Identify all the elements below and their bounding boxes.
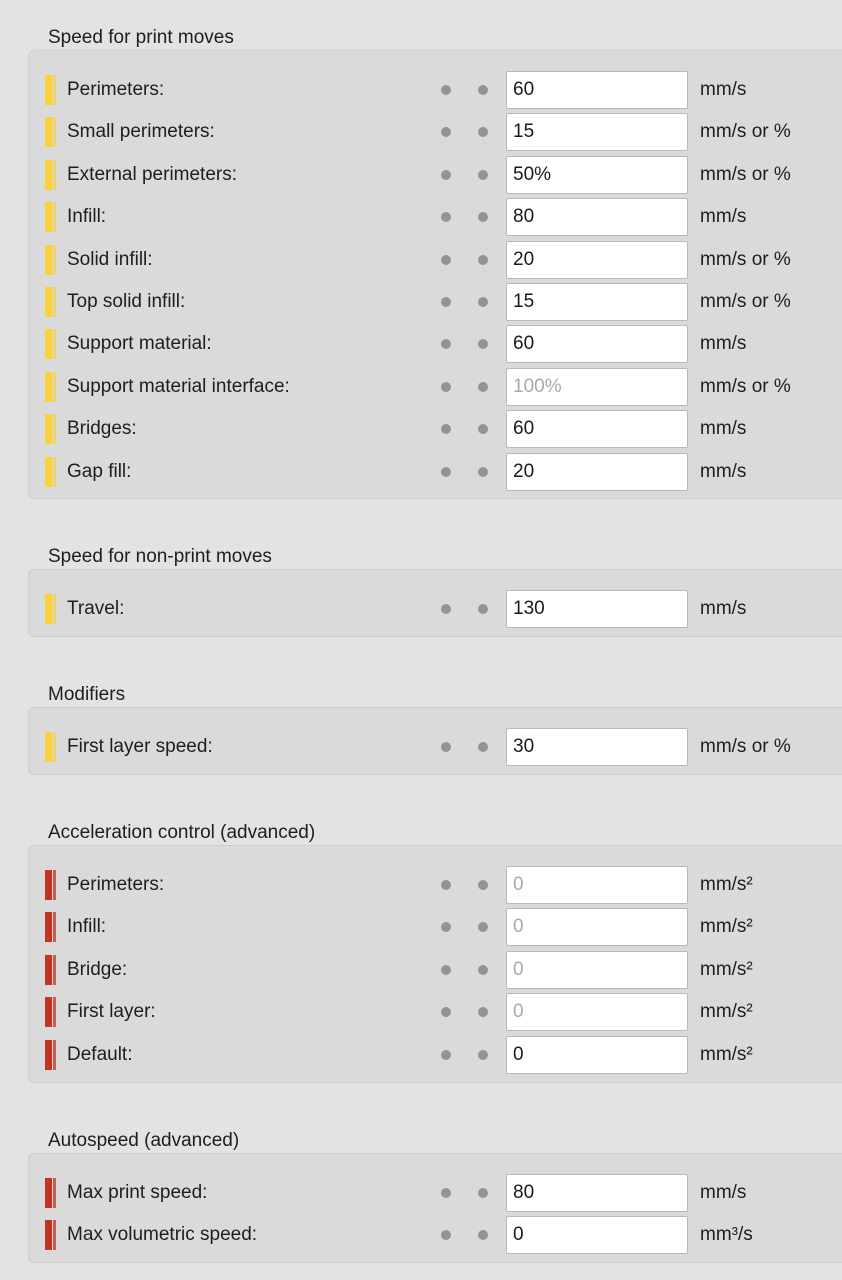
undo-status-icon[interactable] xyxy=(478,1188,488,1198)
option-label: Infill: xyxy=(67,916,107,938)
simple-mode-marker-icon xyxy=(45,287,57,317)
unit-label: mm/s² xyxy=(700,1001,753,1023)
option-row xyxy=(0,198,842,236)
value-input[interactable] xyxy=(506,283,688,321)
input-value: 0 xyxy=(513,1001,524,1023)
input-value: 60 xyxy=(513,333,535,355)
option-label: Support material interface: xyxy=(67,375,290,397)
lock-status-icon[interactable] xyxy=(441,127,451,137)
option-label: Infill: xyxy=(67,206,107,228)
unit-label: mm/s or % xyxy=(700,291,791,312)
simple-mode-marker-icon xyxy=(45,594,57,624)
undo-status-icon[interactable] xyxy=(478,880,488,890)
lock-status-icon[interactable] xyxy=(441,880,451,890)
undo-status-icon[interactable] xyxy=(478,1007,488,1017)
unit-label: mm/s or % xyxy=(700,375,791,397)
input-value: 0 xyxy=(513,916,524,938)
option-label: Perimeters: xyxy=(67,874,165,895)
unit-label: mm/s xyxy=(700,1182,747,1203)
value-input xyxy=(506,993,688,1031)
lock-status-icon[interactable] xyxy=(441,922,451,932)
value-input[interactable] xyxy=(506,198,688,236)
unit-label: mm/s xyxy=(700,206,747,228)
input-value: 60 xyxy=(513,79,535,100)
undo-status-icon[interactable] xyxy=(478,297,488,307)
undo-status-icon[interactable] xyxy=(478,965,488,975)
lock-status-icon[interactable] xyxy=(441,1188,451,1198)
unit-label: mm/s xyxy=(700,418,747,440)
option-row xyxy=(0,866,842,904)
option-label: Perimeters: xyxy=(67,79,165,100)
unit-label: mm/s xyxy=(700,333,747,355)
lock-status-icon[interactable] xyxy=(441,1050,451,1060)
simple-mode-marker-icon xyxy=(45,75,57,105)
option-label: Travel: xyxy=(67,598,125,619)
value-input[interactable] xyxy=(506,113,688,151)
undo-status-icon[interactable] xyxy=(478,339,488,349)
undo-status-icon[interactable] xyxy=(478,170,488,180)
expert-mode-marker-icon xyxy=(45,870,57,900)
simple-mode-marker-icon xyxy=(45,732,57,762)
option-label: Solid infill: xyxy=(67,248,153,270)
value-input[interactable] xyxy=(506,453,688,491)
simple-mode-marker-icon xyxy=(45,117,57,147)
undo-status-icon[interactable] xyxy=(478,85,488,95)
input-value: 60 xyxy=(513,418,535,440)
input-value: 80 xyxy=(513,206,535,228)
simple-mode-marker-icon xyxy=(45,202,57,232)
expert-mode-marker-icon xyxy=(45,1220,57,1250)
section-title: Speed for non-print moves xyxy=(48,546,272,567)
option-row xyxy=(0,908,842,946)
option-row xyxy=(0,993,842,1031)
option-label: Max volumetric speed: xyxy=(67,1224,258,1246)
value-input[interactable] xyxy=(506,71,688,109)
value-input[interactable] xyxy=(506,1036,688,1074)
section-title: Speed for print moves xyxy=(48,27,234,48)
option-label: Gap fill: xyxy=(67,460,132,482)
undo-status-icon[interactable] xyxy=(478,922,488,932)
lock-status-icon[interactable] xyxy=(441,1007,451,1017)
input-value: 20 xyxy=(513,460,535,482)
undo-status-icon[interactable] xyxy=(478,382,488,392)
input-value: 15 xyxy=(513,121,535,143)
input-value: 0 xyxy=(513,1043,524,1065)
input-value: 20 xyxy=(513,248,535,270)
option-row xyxy=(0,156,842,194)
option-label: Bridge: xyxy=(67,958,128,980)
unit-label: mm/s or % xyxy=(700,736,791,757)
option-label: Max print speed: xyxy=(67,1182,208,1203)
unit-label: mm/s or % xyxy=(700,121,791,143)
value-input[interactable] xyxy=(506,325,688,363)
input-value: 0 xyxy=(513,874,524,895)
unit-label: mm/s xyxy=(700,460,747,482)
unit-label: mm³/s xyxy=(700,1224,753,1246)
option-row xyxy=(0,728,842,766)
input-value: 100% xyxy=(513,375,562,397)
option-row xyxy=(0,590,842,628)
unit-label: mm/s xyxy=(700,598,747,619)
value-input[interactable] xyxy=(506,1216,688,1254)
section-title: Autospeed (advanced) xyxy=(48,1130,240,1151)
option-row xyxy=(0,1174,842,1212)
expert-mode-marker-icon xyxy=(45,997,57,1027)
option-row xyxy=(0,368,842,406)
lock-status-icon[interactable] xyxy=(441,170,451,180)
expert-mode-marker-icon xyxy=(45,1178,57,1208)
option-label: Default: xyxy=(67,1043,133,1065)
input-value: 30 xyxy=(513,736,535,757)
value-input[interactable] xyxy=(506,728,688,766)
lock-status-icon[interactable] xyxy=(441,467,451,477)
lock-status-icon[interactable] xyxy=(441,604,451,614)
option-row xyxy=(0,71,842,109)
value-input xyxy=(506,866,688,904)
input-value: 130 xyxy=(513,598,545,619)
lock-status-icon[interactable] xyxy=(441,85,451,95)
expert-mode-marker-icon xyxy=(45,1040,57,1070)
option-label: First layer speed: xyxy=(67,736,213,757)
lock-status-icon[interactable] xyxy=(441,1230,451,1240)
undo-status-icon[interactable] xyxy=(478,424,488,434)
input-value: 0 xyxy=(513,958,524,980)
unit-label: mm/s or % xyxy=(700,163,791,185)
option-row xyxy=(0,410,842,448)
option-label: Bridges: xyxy=(67,418,137,440)
lock-status-icon[interactable] xyxy=(441,255,451,265)
option-row xyxy=(0,951,842,989)
undo-status-icon[interactable] xyxy=(478,1230,488,1240)
unit-label: mm/s xyxy=(700,79,747,100)
section-title: Modifiers xyxy=(48,684,126,705)
undo-status-icon[interactable] xyxy=(478,255,488,265)
option-row xyxy=(0,283,842,321)
lock-status-icon[interactable] xyxy=(441,212,451,222)
undo-status-icon[interactable] xyxy=(478,604,488,614)
option-row xyxy=(0,1216,842,1254)
value-input[interactable] xyxy=(506,590,688,628)
option-label: External perimeters: xyxy=(67,163,238,185)
unit-label: mm/s² xyxy=(700,916,753,938)
expert-mode-marker-icon xyxy=(45,912,57,942)
simple-mode-marker-icon xyxy=(45,372,57,402)
value-input xyxy=(506,908,688,946)
expert-mode-marker-icon xyxy=(45,955,57,985)
unit-label: mm/s² xyxy=(700,958,753,980)
option-row xyxy=(0,113,842,151)
input-value: 80 xyxy=(513,1182,535,1203)
value-input[interactable] xyxy=(506,241,688,279)
option-label: Support material: xyxy=(67,333,212,355)
input-value: 15 xyxy=(513,291,535,312)
unit-label: mm/s² xyxy=(700,874,753,895)
section-title: Acceleration control (advanced) xyxy=(48,822,316,843)
option-row xyxy=(0,241,842,279)
undo-status-icon[interactable] xyxy=(478,127,488,137)
input-value: 50% xyxy=(513,163,552,185)
value-input[interactable] xyxy=(506,1174,688,1212)
option-label: Small perimeters: xyxy=(67,121,215,143)
lock-status-icon[interactable] xyxy=(441,742,451,752)
simple-mode-marker-icon xyxy=(45,245,57,275)
lock-status-icon[interactable] xyxy=(441,339,451,349)
value-input[interactable] xyxy=(506,156,688,194)
undo-status-icon[interactable] xyxy=(478,467,488,477)
value-input xyxy=(506,951,688,989)
lock-status-icon[interactable] xyxy=(441,424,451,434)
simple-mode-marker-icon xyxy=(45,414,57,444)
lock-status-icon[interactable] xyxy=(441,965,451,975)
undo-status-icon[interactable] xyxy=(478,742,488,752)
option-row xyxy=(0,325,842,363)
undo-status-icon[interactable] xyxy=(478,1050,488,1060)
option-label: First layer: xyxy=(67,1001,156,1023)
value-input xyxy=(506,368,688,406)
simple-mode-marker-icon xyxy=(45,160,57,190)
undo-status-icon[interactable] xyxy=(478,212,488,222)
lock-status-icon[interactable] xyxy=(441,382,451,392)
value-input[interactable] xyxy=(506,410,688,448)
option-label: Top solid infill: xyxy=(67,291,186,312)
simple-mode-marker-icon xyxy=(45,329,57,359)
option-row xyxy=(0,1036,842,1074)
input-value: 0 xyxy=(513,1224,524,1246)
lock-status-icon[interactable] xyxy=(441,297,451,307)
simple-mode-marker-icon xyxy=(45,457,57,487)
unit-label: mm/s or % xyxy=(700,248,791,270)
unit-label: mm/s² xyxy=(700,1043,753,1065)
option-row xyxy=(0,453,842,491)
